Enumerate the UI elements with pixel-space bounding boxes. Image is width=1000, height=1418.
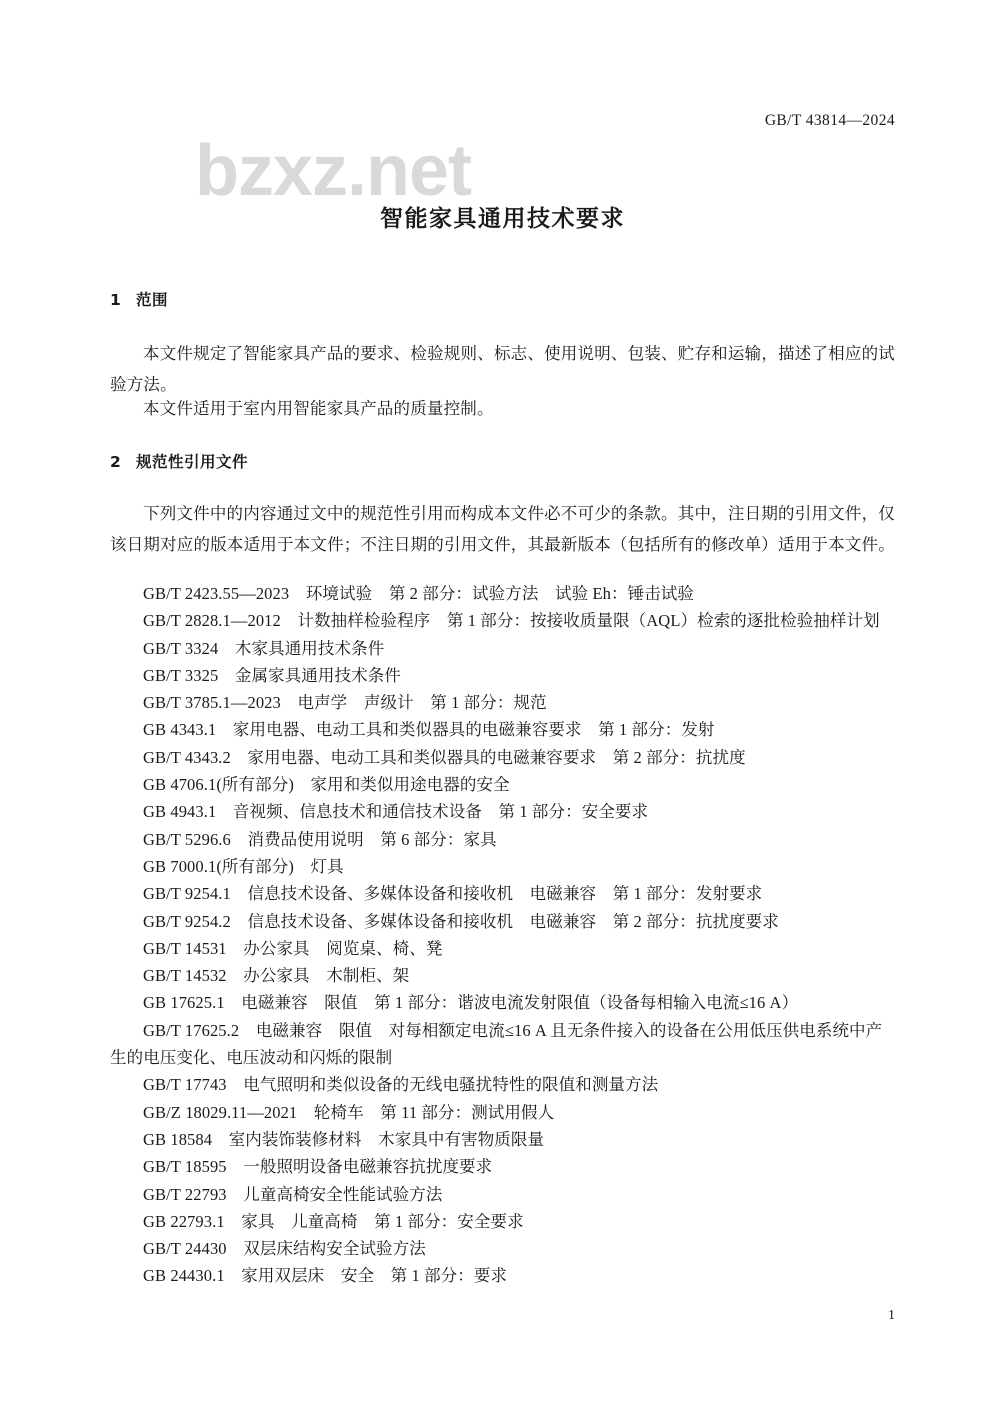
section-1-paragraph-1: 本文件规定了智能家具产品的要求、检验规则、标志、使用说明、包装、贮存和运输，描述了相应的试验方法。 [110, 344, 895, 394]
list-item: GB/T 18595 一般照明设备电磁兼容抗扰度要求 [143, 1157, 493, 1177]
list-item: GB 4706.1(所有部分) 家用和类似用途电器的安全 [143, 775, 510, 795]
list-item: GB/T 3324 木家具通用技术条件 [143, 638, 385, 658]
list-item: GB 24430.1 家用双层床 安全 第 1 部分：要求 [143, 1266, 508, 1286]
list-item: GB/T 2423.55—2023 环境试验 第 2 部分：试验方法 试验 Eh：锤击试验 [143, 584, 694, 603]
section-heading-1 [110, 288, 168, 310]
list-item: GB/T 24430 双层床结构安全试验方法 [143, 1239, 426, 1259]
list-item: GB/T 3785.1—2023 电声学 声级计 第 1 部分：规范 [143, 693, 547, 713]
list-item: GB/T 22793 儿童高椅安全性能试验方法 [143, 1184, 443, 1204]
section-2-paragraph-1: 下列文件中的内容通过文中的规范性引用而构成本文件必不可少的条款。其中，注日期的引用文件，仅该日期对应的版本适用于本文件；不注日期的引用文件，其最新版本（包括所有的修改单）适用于本文件。 [110, 504, 895, 554]
page-title: 智能家具通用技术要求 [380, 206, 625, 232]
section-number-1: 1 [110, 291, 122, 309]
section-number-2: 2 [110, 453, 122, 471]
section-title-1: 范围 [136, 291, 169, 309]
list-item: GB/T 14532 办公家具 木制柜、架 [143, 966, 410, 986]
list-item: GB/T 2828.1—2012 计数抽样检验程序 第 1 部分：按接收质量限（AQL）检索的逐批检验抽样计划 [143, 611, 880, 631]
page-content [110, 0, 895, 1418]
page-number: 1 [888, 1308, 895, 1323]
list-item: GB/Z 18029.11—2021 轮椅车 第 11 部分：测试用假人 [143, 1102, 555, 1122]
standard-code-header: GB/T 43814—2024 [764, 112, 895, 129]
list-item: GB 17625.1 电磁兼容 限值 第 1 部分：谐波电流发射限值（设备每相输入电流≤16 A） [143, 993, 799, 1013]
list-item: GB/T 4343.2 家用电器、电动工具和类似器具的电磁兼容要求 第 2 部分：抗扰度 [143, 747, 746, 767]
list-item: GB 18584 室内装饰装修材料 木家具中有害物质限量 [143, 1129, 545, 1149]
list-item: GB/T 9254.2 信息技术设备、多媒体设备和接收机 电磁兼容 第 2 部分：抗扰度要求 [143, 911, 779, 931]
list-item: GB/T 9254.1 信息技术设备、多媒体设备和接收机 电磁兼容 第 1 部分：发射要求 [143, 884, 763, 904]
list-item: GB 7000.1(所有部分) 灯具 [143, 856, 344, 876]
list-item: GB/T 5296.6 消费品使用说明 第 6 部分：家具 [143, 829, 497, 849]
section-1-paragraph-2: 本文件适用于室内用智能家具产品的质量控制。 [143, 399, 494, 418]
list-item: GB/T 14531 办公家具 阅览桌、椅、凳 [143, 938, 443, 958]
normative-references-list [110, 580, 895, 1290]
section-title-2: 规范性引用文件 [136, 453, 249, 471]
list-item: GB/T 3325 金属家具通用技术条件 [143, 665, 401, 685]
watermark-text: bzxz.net [195, 131, 472, 211]
list-item: GB 22793.1 家具 儿童高椅 第 1 部分：安全要求 [143, 1211, 524, 1231]
section-heading-2 [110, 450, 248, 472]
list-item: GB/T 17743 电气照明和类似设备的无线电骚扰特性的限值和测量方法 [143, 1075, 659, 1095]
list-item: GB/T 17625.2 电磁兼容 限值 对每相额定电流≤16 A 且无条件接入的设备在公用低压供电系统中产生的电压变化、电压波动和闪烁的限制 [110, 1020, 883, 1068]
list-item: GB 4343.1 家用电器、电动工具和类似器具的电磁兼容要求 第 1 部分：发射 [143, 720, 715, 740]
list-item: GB 4943.1 音视频、信息技术和通信技术设备 第 1 部分：安全要求 [143, 802, 649, 822]
